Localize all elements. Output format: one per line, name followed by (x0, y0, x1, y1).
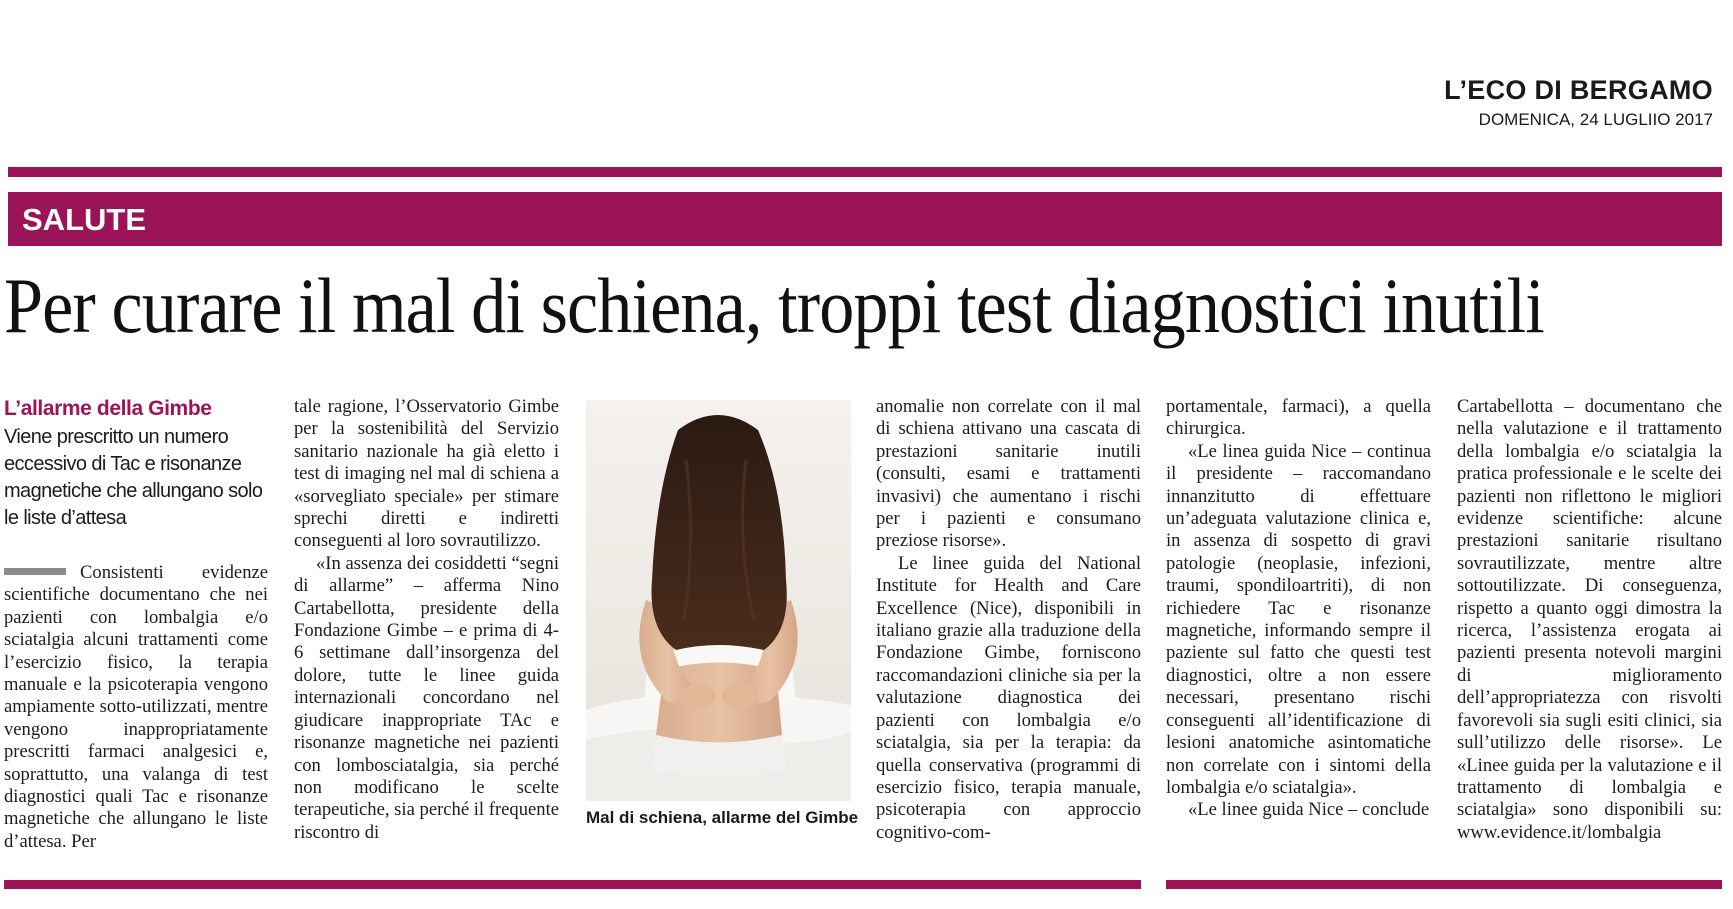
paragraph: «Le linea guida Nice – continua il presidente – raccomandano innanzitutto di effettuare un’adeguata valutazione clinica e, in assenza di sospetto di gravi patologie (neoplasie, infezioni, traumi, spondiloartriti), di non richiedere Tac e risonanze magnetiche, informando sempre il paziente sul fatto che questi test diagnostici, oltre a non essere necessari, presentano rischi conseguenti all’identificazione di lesioni anatomiche asintomatiche non correlate con i sintomi della lombalgia e/o sciatalgia». (1166, 440, 1431, 798)
newspaper-name: L’ECO DI BERGAMO (1444, 75, 1713, 105)
headline: Per curare il mal di schiena, troppi test diagnostici inutili (4, 262, 1544, 349)
article-photo (586, 400, 851, 801)
section-label: SALUTE (22, 202, 146, 237)
paragraph: «Le linee guida Nice – conclude (1188, 799, 1430, 821)
section-bar (8, 192, 1722, 246)
woman-back-pain-image (586, 400, 851, 801)
paragraph: Cartabellotta – documentano che nella valutazione e il trattamento della lombalgia e/o sciatalgia la pratica professionale e le scelte dei pazienti non riflettono le migliori evidenze scientifiche: alcune prestazioni sanitarie risultano sovrautilizzate, mentre altre sottoutilizzate. Di conseguenza, rispetto a quanto oggi dimostra la ricerca, l’assistenza erogata ai pazienti presenta notevoli margini di miglioramento dell’appropriatezza con risvolti favorevoli sia sugli esiti clinici, sia sull’utilizzo delle risorse». Le «Linee guida per la valutazione e il trattamento di lombalgia e sciatalgia» sono disponibili su: www.evidence.it/lombalgia (1457, 396, 1722, 843)
article-column-2 (294, 396, 559, 844)
sidebar-kicker: L’allarme della Gimbe (4, 397, 212, 420)
paragraph: Le linee guida del National Institute for Health and Care Excellence (Nice), disponibili in italiano grazie alla traduzione della Fondazione Gimbe, forniscono raccomandazioni cliniche sia per la valutazione diagnostica dei pazienti con lombalgia e/o sciatalgia, sia per la terapia: da quella conservativa (programmi di esercizio fisico, terapia manuale, psicoterapia con approccio cognitivo-com- (876, 552, 1141, 843)
paragraph: anomalie non correlate con il mal di schiena attivano una cascata di prestazioni sanitarie inutili (consulti, esami e trattamenti invasivi) che aumentano i rischi per i pazienti e consumano preziose risorse». (876, 396, 1141, 552)
sidebar-deck: Viene prescritto un numero eccessivo di Tac e risonanze magnetiche che allungano solo le liste d’attesa (4, 426, 263, 529)
photo-caption: Mal di schiena, allarme del Gimbe (586, 808, 859, 827)
article-column-4 (876, 396, 1141, 844)
bottom-rule-right (1166, 880, 1722, 889)
article-column-5 (1166, 396, 1431, 822)
issue-date: DOMENICA, 24 LUGLIIO 2017 (1478, 110, 1713, 129)
paragraph: tale ragione, l’Osservatorio Gimbe per la sostenibilità del Servizio sanitario nazionale ha già eletto i test di imaging nel mal di schiena a «sorvegliato speciale» per stimare sprechi diretti e indiretti conseguenti al loro sovrautilizzo. (294, 396, 559, 552)
article-column-1 (4, 396, 268, 853)
lead-text: Consistenti evidenze scientifiche documentano che nei pazienti con lombalgia e/o sciatalgia alcuni trattamenti come l’esercizio fisico, la terapia manuale e la psicoterapia vengono ampiamente sotto-utilizzati, mentre vengono inappropriatamente prescritti farmaci analgesici e, soprattutto, una valanga di test diagnostici quali Tac e risonanze magnetiche che allungano le liste d’attesa. Per (4, 562, 268, 852)
paragraph: «In assenza dei cosiddetti “segni di allarme” – afferma Nino Cartabellotta, presidente della Fondazione Gimbe – e prima di 4-6 settimane dall’insorgenza del dolore, tutte le linee guida internazionali concordano nel giudicare inappropriate TAc e risonanze magnetiche nei pazienti con lombosciatalgia, sia perché non modificano le scelte terapeutiche, sia perché il frequente riscontro di (294, 552, 559, 843)
bottom-rule-left (4, 880, 1141, 889)
lead-paragraph (4, 562, 268, 853)
top-rule (8, 167, 1722, 177)
paragraph: portamentale, farmaci), a quella chirurgica. (1166, 396, 1431, 440)
article-column-6 (1457, 396, 1722, 844)
masthead (1444, 74, 1713, 132)
lead-marker (4, 568, 66, 575)
